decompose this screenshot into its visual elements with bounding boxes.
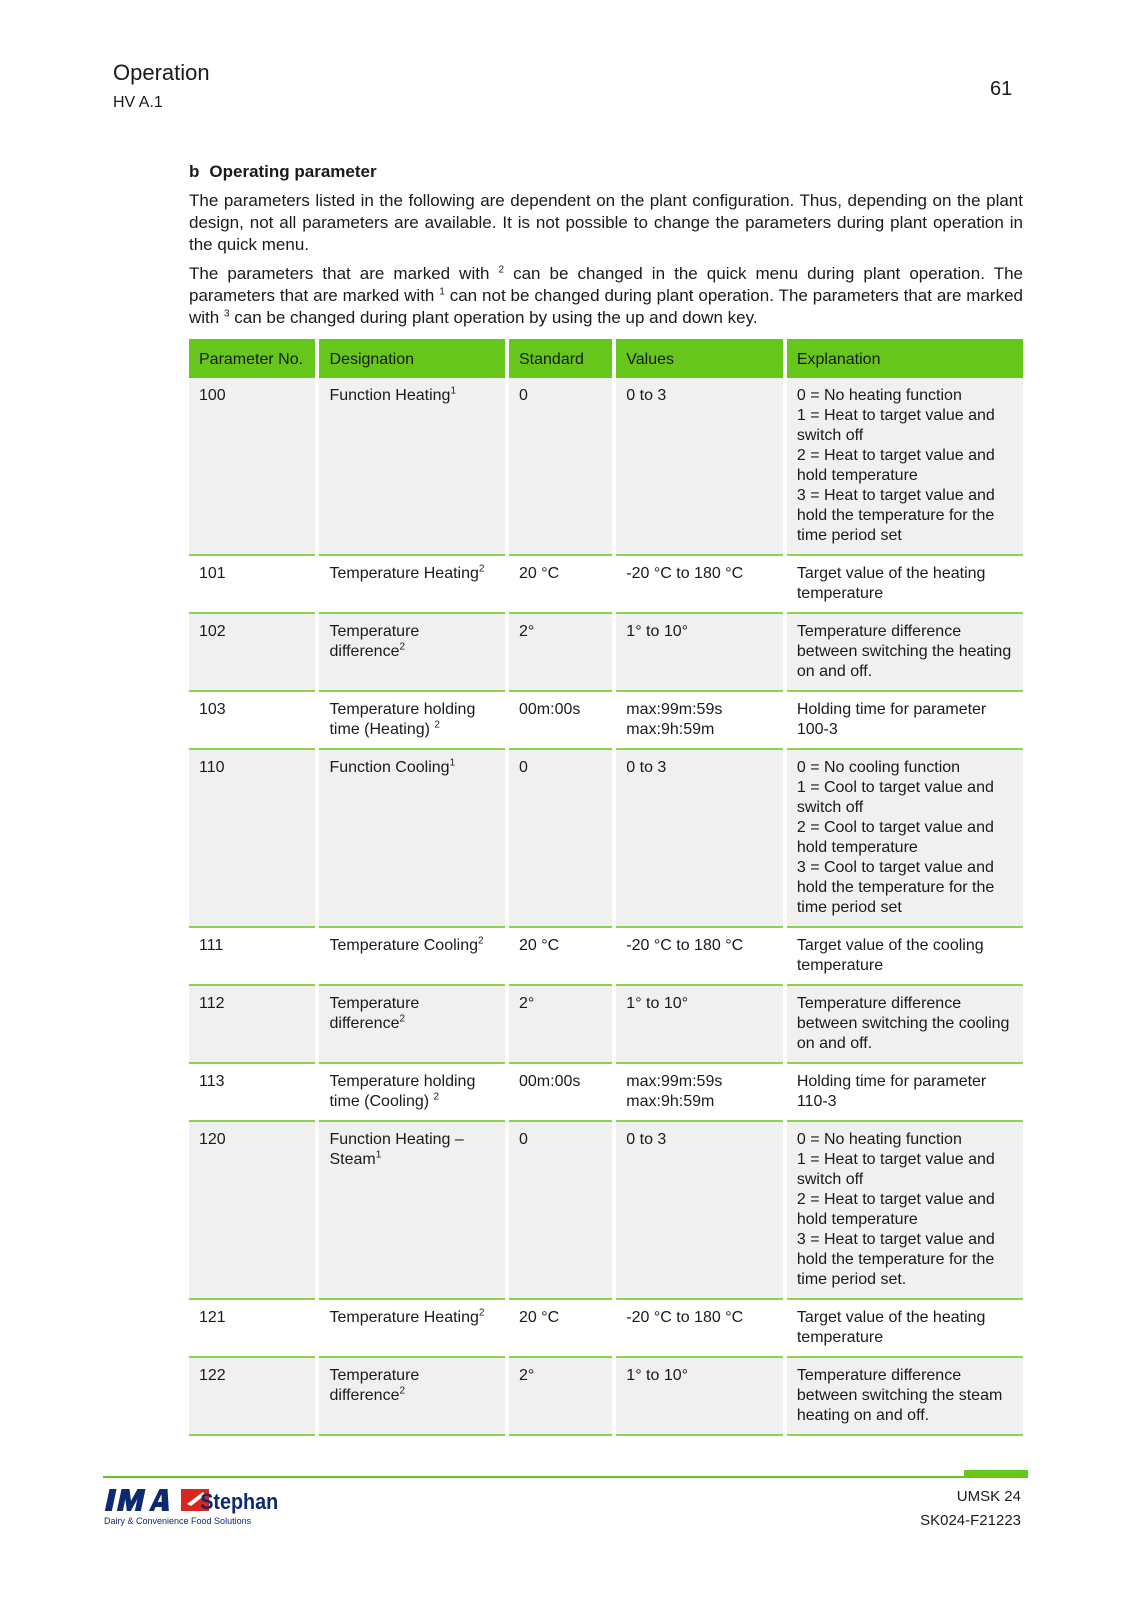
col-header-values: Values: [616, 339, 783, 378]
cell-values: max:99m:59s max:9h:59m: [616, 1064, 783, 1122]
cell-parameter-no: 102: [189, 614, 315, 692]
cell-designation: Temperature difference$^2$: [319, 986, 505, 1064]
cell-designation: Temperature Heating$^2$: [319, 1300, 505, 1358]
cell-values: -20 °C to 180 °C: [616, 928, 783, 986]
section-title: [189, 162, 1023, 182]
cell-parameter-no: 122: [189, 1358, 315, 1436]
col-header-standard: Standard: [509, 339, 612, 378]
cell-values: 0 to 3: [616, 1122, 783, 1300]
cell-explanation: Holding time for parameter 100-3: [787, 692, 1023, 750]
cell-designation: Function Cooling$^1$: [319, 750, 505, 928]
table-row: [189, 1064, 1023, 1122]
cell-parameter-no: 101: [189, 556, 315, 614]
marks-paragraph: The parameters that are marked with $^2$ can be changed in the quick menu during plant operation. The parameters that are marked with $^1$ can not be changed during plant operation. The parameters that are marked with $^3$ can be changed during plant operation by using the up and down key.: [189, 264, 1023, 327]
cell-standard: 00m:00s: [509, 692, 612, 750]
cell-designation: Temperature Cooling$^2$: [319, 928, 505, 986]
cell-explanation: Target value of the heating temperature: [787, 1300, 1023, 1358]
page-number: 61: [990, 78, 1013, 100]
table-row: [189, 614, 1023, 692]
table-row: [189, 1122, 1023, 1300]
cell-parameter-no: 100: [189, 378, 315, 556]
cell-parameter-no: 103: [189, 692, 315, 750]
cell-values: 1° to 10°: [616, 1358, 783, 1436]
cell-explanation: Temperature difference between switching the cooling on and off.: [787, 986, 1023, 1064]
cell-standard: 2°: [509, 614, 612, 692]
cell-explanation: 0 = No heating function 1 = Heat to target value and switch off 2 = Heat to target value and hold temperature 3 = Heat to target value and hold the temperature for the time period set.: [787, 1122, 1023, 1300]
cell-parameter-no: 110: [189, 750, 315, 928]
cell-explanation: Temperature difference between switching the steam heating on and off.: [787, 1358, 1023, 1436]
cell-standard: 2°: [509, 1358, 612, 1436]
col-header-designation: Designation: [319, 339, 505, 378]
cell-parameter-no: 121: [189, 1300, 315, 1358]
cell-explanation: 0 = No heating function 1 = Heat to target value and switch off 2 = Heat to target value and hold temperature 3 = Heat to target value and hold the temperature for the time period set: [787, 378, 1023, 556]
cell-explanation: Target value of the cooling temperature: [787, 928, 1023, 986]
footer-document: UMSK 24: [956, 1488, 1021, 1505]
cell-designation: Function Heating$^1$: [319, 378, 505, 556]
cell-designation: Temperature holding time (Heating) $^2$: [319, 692, 505, 750]
table-header-row: [189, 339, 1023, 378]
cell-standard: 2°: [509, 986, 612, 1064]
cell-explanation: Temperature difference between switching the heating on and off.: [787, 614, 1023, 692]
table-row: [189, 750, 1023, 928]
footer-divider: [103, 1476, 1028, 1478]
col-header-parameter-no: Parameter No.: [189, 339, 315, 378]
parameter-table: [185, 339, 1027, 1436]
intro-paragraph: The parameters listed in the following are dependent on the plant configuration. Thus, depending on the plant design, not all parameters are available. It is not possible to change the parameters during plant operation in the quick menu.: [189, 191, 1023, 254]
cell-standard: 00m:00s: [509, 1064, 612, 1122]
cell-designation: Temperature Heating$^2$: [319, 556, 505, 614]
table-row: [189, 556, 1023, 614]
cell-values: -20 °C to 180 °C: [616, 1300, 783, 1358]
cell-designation: Temperature difference$^2$: [319, 1358, 505, 1436]
table-row: [189, 1300, 1023, 1358]
company-logo: [103, 1482, 283, 1533]
section-letter: b: [189, 162, 200, 181]
cell-parameter-no: 112: [189, 986, 315, 1064]
logo-tagline: Dairy & Convenience Food Solutions: [104, 1516, 252, 1526]
header-subtitle: HV A.1: [113, 94, 163, 111]
cell-designation: Function Heating – Steam$^1$: [319, 1122, 505, 1300]
footer-code: SK024-F21223: [920, 1512, 1021, 1529]
col-header-explanation: Explanation: [787, 339, 1023, 378]
cell-explanation: Target value of the heating temperature: [787, 556, 1023, 614]
table-row: [189, 378, 1023, 556]
cell-explanation: 0 = No cooling function 1 = Cool to target value and switch off 2 = Cool to target value and hold temperature 3 = Cool to target value and hold the temperature for the time period set: [787, 750, 1023, 928]
cell-explanation: Holding time for parameter 110-3: [787, 1064, 1023, 1122]
cell-standard: 20 °C: [509, 1300, 612, 1358]
table-row: [189, 692, 1023, 750]
cell-standard: 0: [509, 378, 612, 556]
table-row: [189, 1358, 1023, 1436]
cell-designation: Temperature difference$^2$: [319, 614, 505, 692]
cell-parameter-no: 111: [189, 928, 315, 986]
cell-designation: Temperature holding time (Cooling) $^2$: [319, 1064, 505, 1122]
cell-values: 0 to 3: [616, 378, 783, 556]
table-row: [189, 986, 1023, 1064]
table-row: [189, 928, 1023, 986]
logo-wordmark: Stephan: [200, 1490, 279, 1515]
main-content: [189, 162, 1023, 1436]
cell-parameter-no: 113: [189, 1064, 315, 1122]
cell-values: 0 to 3: [616, 750, 783, 928]
cell-values: max:99m:59s max:9h:59m: [616, 692, 783, 750]
cell-values: 1° to 10°: [616, 614, 783, 692]
cell-standard: 0: [509, 1122, 612, 1300]
cell-parameter-no: 120: [189, 1122, 315, 1300]
cell-values: 1° to 10°: [616, 986, 783, 1064]
section-title-text: Operating parameter: [209, 162, 377, 181]
cell-standard: 20 °C: [509, 556, 612, 614]
cell-standard: 0: [509, 750, 612, 928]
header-title: Operation: [113, 60, 210, 85]
cell-values: -20 °C to 180 °C: [616, 556, 783, 614]
cell-standard: 20 °C: [509, 928, 612, 986]
